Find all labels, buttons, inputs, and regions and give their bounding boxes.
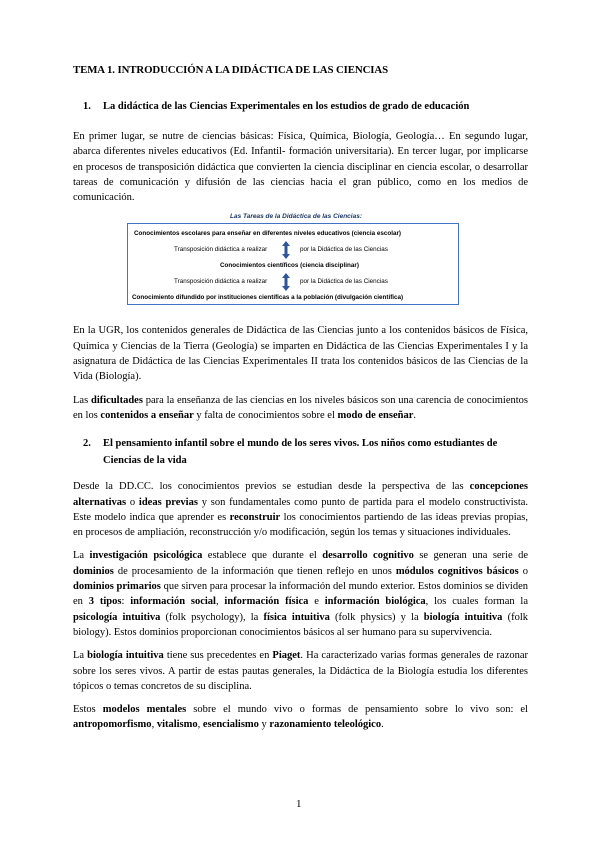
text: e [308,596,325,608]
emphasis: Piaget [272,650,301,662]
section-title: El pensamiento infantil sobre el mundo de los seres vivos. Los niños como estudiantes de Ciencias de la vida [103,438,498,467]
text: Desde la DD.CC. los conocimientos previos se estudian desde la perspectiva de las [73,481,470,493]
text: (folk physics) y la [329,611,424,623]
text: (folk biology). Estos dominios proporcionan conocimientos básicos al ser humano para su supervivencia. [73,611,528,638]
emphasis: dominios [73,565,114,577]
emphasis: razonamiento teleológico [269,719,382,731]
section-number: 1. [83,101,91,112]
text: o [518,565,529,577]
paragraph-3 [73,393,528,424]
emphasis: física intuitiva [263,611,330,623]
diagram-didactics-label: por la Didáctica de las Ciencias [300,246,388,254]
diagram-title: Las Tareas de la Didáctica de las Ciencias: [230,213,362,221]
paragraph-5 [73,548,528,640]
emphasis: ideas previas [138,496,198,508]
diagram-row-scientific-knowledge: Conocimientos científicos (ciencia disciplinar) [220,262,359,270]
emphasis: 3 tipos [88,596,122,608]
section-title: La didáctica de las Ciencias Experimentales en los estudios de grado de educación [103,101,470,112]
document-title: TEMA 1. INTRODUCCIÓN A LA DIDÁCTICA DE LAS CIENCIAS [73,64,388,76]
emphasis: información social [130,596,216,608]
text: , [151,719,157,731]
text: , [197,719,203,731]
text: , [215,596,225,608]
text: de procesamiento de la información que tienen reflejo en unos [113,565,396,577]
emphasis: esencialismo [202,719,259,731]
emphasis: antropomorfismo [73,719,152,731]
emphasis: biología intuitiva [87,650,164,662]
text: tiene sus precedentes en [163,650,273,662]
emphasis: reconstruir [229,511,281,523]
text: se generan una serie de [413,550,528,562]
emphasis: información física [224,596,309,608]
emphasis: dificultades [90,394,143,406]
text: los conocimientos partiendo de las ideas previas propias, en procesos de ampliación, reconstrucción y/o modificación, según los temas y situaciones individuales. [73,511,528,539]
text: establece que durante el [202,550,323,562]
text: . Ha caracterizado varias formas generales de razonar sobre los seres vivos. A partir de estas pautas generales, la Didáctica de la Biología estudia los diferentes tópicos o temas concretos de su disciplina. [73,650,529,692]
emphasis: dominios primarios [73,581,161,593]
double-arrow-icon [282,241,290,259]
diagram-row-school-knowledge: Conocimientos escolares para enseñar en diferentes niveles educativos (ciencia escolar) [134,230,402,238]
text: o [126,496,139,508]
emphasis: desarrollo cognitivo [322,550,414,562]
emphasis: modo de enseñar [337,409,414,421]
text: . [413,409,416,421]
diagram-transposition-label: Transposición didáctica a realizar [174,278,268,286]
text: y son fundamentales como punto de partida para el modelo constructivista. Este modelo indica que aprender es [73,496,529,523]
section-number: 2. [83,438,91,450]
emphasis: módulos cognitivos básicos [395,565,519,577]
text: para la enseñanza de las ciencias en los niveles básicos son una carencia de conocimientos en los [73,394,528,421]
text: : [121,596,131,608]
diagram-didactics-label: por la Didáctica de las Ciencias [300,278,388,286]
emphasis: concepciones alternativas [73,481,528,508]
tasks-diagram [73,213,528,311]
paragraph-7 [73,702,528,733]
diagram-row-dissemination: Conocimiento difundido por instituciones científicas a la población (divulgación científica) [132,294,404,302]
paragraph-6 [73,648,528,694]
paragraph-2: En la UGR, los contenidos generales de Didáctica de las Ciencias junto a los contenidos básicos de Física, Química y Ciencias de la Tierra (Geología) se imparten en Didáctica de las Ciencias Experimentales I y la asignatura de Didáctica de las Ciencias Experimentales II trata los contenidos básicos de las Ciencias de la Vida (Biología). [73,325,528,383]
page-number: 1 [296,798,302,810]
text: que sirven para procesar la información del mundo exterior. Estos dominios se dividen en [73,581,528,608]
emphasis: vitalismo [156,719,198,731]
paragraph-4 [73,479,528,540]
diagram-box [127,223,459,305]
emphasis: biología intuitiva [423,611,503,623]
document-page [73,64,528,741]
text: La [73,650,88,662]
emphasis: psicología intuitiva [73,611,161,623]
paragraph-1: En primer lugar, se nutre de ciencias básicas: Física, Química, Biología, Geología… En segundo lugar, abarca diferentes niveles educativos (Ed. Infantil- formación universitaria). En tercer lugar, por implicarse en procesos de transposición didáctica que convierten la ciencia disciplinar en ciencia escolar, o desarrollar tareas de comunicación y difusión de las ciencias hacia el gran público, como en los medios de comunicación. [73,131,528,204]
text: y [258,719,270,731]
section-heading-1 [73,98,528,115]
text: sobre el mundo vivo o formas de pensamiento sobre lo vivo son: el [186,704,528,716]
double-arrow-icon [282,273,290,291]
text: , los cuales forman la [425,596,529,608]
emphasis: investigación psicológica [89,550,203,562]
text: Las [73,394,91,406]
text: (folk psychology), la [160,611,264,623]
diagram-transposition-label: Transposición didáctica a realizar [174,246,268,254]
emphasis: modelos mentales [102,704,187,716]
text: y falta de conocimientos sobre el [193,409,338,421]
text: La [73,550,90,562]
text: Estos [73,704,103,716]
emphasis: contenidos a enseñar [100,409,194,421]
text: . [381,719,384,731]
emphasis: información biológica [324,596,426,608]
section-heading-2 [73,435,528,469]
